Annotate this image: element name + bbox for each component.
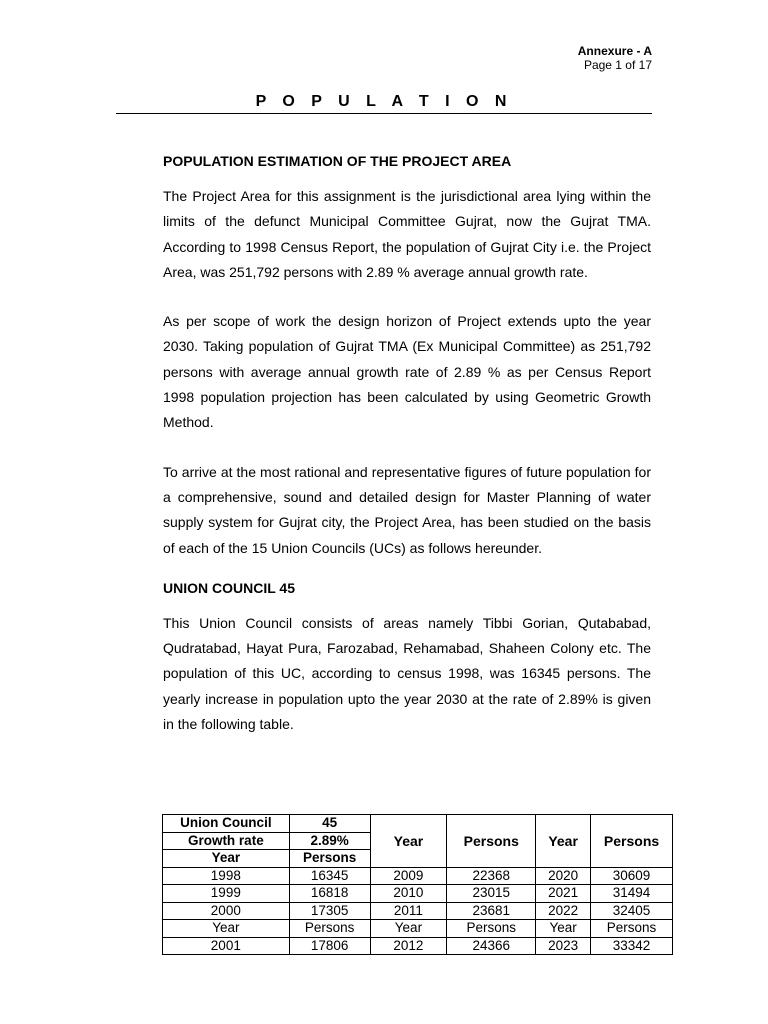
growth-rate-value: 2.89% <box>289 832 370 850</box>
paragraph-rational-figures: To arrive at the most rational and representative figures of future population for a comprehensive, sound and detailed design for Master Planning of water supply system for Gujrat city, the Project Area, has been studied on the basis of each of the 15 Union Councils (UCs) as follows hereunder. <box>163 463 651 556</box>
growth-rate-label: Growth rate <box>163 832 290 850</box>
table-row <box>163 885 673 903</box>
header-year: Year <box>163 850 290 868</box>
table-cell: 32405 <box>591 902 673 920</box>
paragraph-union-council-45: This Union Council consists of areas namely Tibbi Gorian, Qutababad, Qudratabad, Hayat Pura, Farozabad, Rehamabad, Shaheen Colony etc. The population of this UC, according to census 1998, was 16345 persons. The yearly increase in population upto the year 2030 at the rate of 2.89% is given in the following table. <box>163 614 651 733</box>
table-cell: Year <box>370 920 447 938</box>
table-cell: 24366 <box>447 937 536 955</box>
table-cell: 16818 <box>289 885 370 903</box>
table-row <box>163 815 673 833</box>
table-cell: 2001 <box>163 937 290 955</box>
table-cell: 1999 <box>163 885 290 903</box>
table-cell: 2022 <box>536 902 591 920</box>
table-cell: 33342 <box>591 937 673 955</box>
header-year: Year <box>536 815 591 868</box>
header-persons: Persons <box>289 850 370 868</box>
header-persons: Persons <box>447 815 536 868</box>
header-year: Year <box>370 815 447 868</box>
table-cell: 22368 <box>447 867 536 885</box>
table-cell: 2021 <box>536 885 591 903</box>
table-row <box>163 937 673 955</box>
table-row <box>163 867 673 885</box>
table-cell: Persons <box>289 920 370 938</box>
table-cell: 2020 <box>536 867 591 885</box>
table-cell: 2010 <box>370 885 447 903</box>
table-cell: 2000 <box>163 902 290 920</box>
table-cell: Persons <box>447 920 536 938</box>
annexure-label: Annexure - A <box>577 44 652 58</box>
document-body <box>163 152 651 737</box>
table-cell: Persons <box>591 920 673 938</box>
table-cell: 16345 <box>289 867 370 885</box>
table-cell: 2011 <box>370 902 447 920</box>
section-heading-union-council-45: UNION COUNCIL 45 <box>163 579 295 596</box>
title-rule <box>116 113 652 114</box>
header-persons: Persons <box>591 815 673 868</box>
table-cell: 2009 <box>370 867 447 885</box>
table-cell: 17305 <box>289 902 370 920</box>
table-cell: 1998 <box>163 867 290 885</box>
section-heading-population-estimation: POPULATION ESTIMATION OF THE PROJECT AREA <box>163 153 512 169</box>
table-cell: Year <box>163 920 290 938</box>
table-row <box>163 920 673 938</box>
table-cell: 17806 <box>289 937 370 955</box>
table-cell: 23015 <box>447 885 536 903</box>
annexure-header <box>578 44 652 72</box>
table-cell: 31494 <box>591 885 673 903</box>
page-number: Page 1 of 17 <box>583 58 652 72</box>
union-council-value: 45 <box>289 815 370 833</box>
table-cell: 30609 <box>591 867 673 885</box>
table-cell: Year <box>536 920 591 938</box>
paragraph-project-area: The Project Area for this assignment is the jurisdictional area lying within the limits of the defunct Municipal Committee Gujrat, now the Gujrat TMA. According to 1998 Census Report, the population of Gujrat City i.e. the Project Area, was 251,792 persons with 2.89 % average annual growth rate. <box>163 188 651 280</box>
table-cell: 2023 <box>536 937 591 955</box>
union-council-label: Union Council <box>163 815 290 833</box>
table-row <box>163 902 673 920</box>
table-cell: 2012 <box>370 937 447 955</box>
population-table <box>162 814 673 955</box>
paragraph-scope-of-work: As per scope of work the design horizon of Project extends upto the year 2030. Taking population of Gujrat TMA (Ex Municipal Committee) as 251,792 persons with average annual growth rate of 2.89 % as per Census Report 1998 population projection has been calculated by using Geometric Growth Method. <box>163 313 651 431</box>
table-cell: 23681 <box>447 902 536 920</box>
page-title: P O P U L A T I O N <box>255 93 513 110</box>
